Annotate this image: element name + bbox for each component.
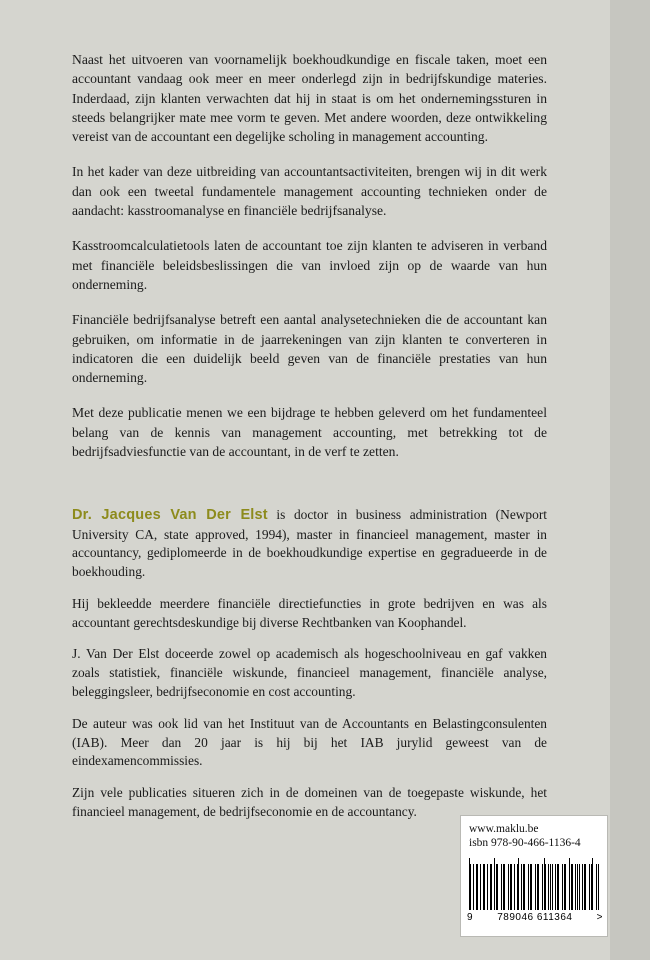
isbn-number: isbn 978-90-466-1136-4 bbox=[469, 837, 581, 850]
author-intro-text: is doctor in business administration (Newport University CA, state approved, 1994), master in financieel management, master in accountancy, gediplomeerde in de boekhoudkundige expertise en gegradueerde in de boekhouding. bbox=[72, 507, 548, 580]
author-paragraph: Hij bekleedde meerdere financiële directiefuncties in grote bedrijven en was als accountant gerechtsdeskundige bij diverse Rechtbanken van Koophandel. bbox=[72, 595, 547, 630]
publisher-website: www.maklu.be bbox=[469, 823, 539, 835]
author-paragraph: J. Van Der Elst doceerde zowel op academisch als hogeschoolniveau en gaf vakken zoals statistiek, financiële wiskunde, financieel management, financiële analyse, beleggingsleer, bedrijfseconomie en cost accounting. bbox=[72, 646, 547, 699]
barcode-icon bbox=[469, 858, 599, 910]
author-intro bbox=[72, 505, 547, 582]
blurb-paragraph: Kasstroomcalculatietools laten de accountant toe zijn klanten te adviseren in verband met financiële beleidsbeslissingen die van invloed zijn op de waarde van hun onderneming. bbox=[72, 238, 547, 292]
author-bio-block bbox=[72, 505, 547, 821]
barcode-digit-mid: 789046 611364 bbox=[497, 912, 573, 923]
author-name: Dr. Jacques Van Der Elst bbox=[72, 507, 268, 524]
cover-right-edge bbox=[610, 0, 650, 960]
barcode-digits bbox=[467, 912, 603, 923]
barcode-digit-left: 9 bbox=[467, 912, 474, 923]
author-paragraph: De auteur was ook lid van het Instituut van de Accountants en Belastingconsulenten (IAB). Meer dan 20 jaar is hij bij het IAB jurylid geweest van de eindexamencommissies. bbox=[72, 715, 547, 769]
blurb-paragraph: Met deze publicatie menen we een bijdrage te hebben geleverd om het fundamenteel belang van de kennis van management accounting, met betrekking tot de bedrijfsadviesfunctie van de accountant, in de verf te zetten. bbox=[72, 405, 547, 460]
blurb-paragraph: In het kader van deze uitbreiding van accountantsactiviteiten, brengen wij in dit werk dan ook een tweetal fundamentele management accounting technieken onder de aandacht: kasstroomanalyse en financiële bedrijfsanalyse. bbox=[72, 164, 547, 219]
barcode-digit-right: > bbox=[596, 912, 603, 923]
blurb-content bbox=[72, 50, 547, 835]
author-paragraph: Zijn vele publicaties situeren zich in de domeinen van de toegepaste wiskunde, het financieel management, de bedrijfseconomie en de accountancy. bbox=[72, 785, 547, 819]
isbn-barcode-box bbox=[460, 815, 608, 937]
blurb-paragraph: Financiële bedrijfsanalyse betreft een aantal analysetechnieken die de accountant kan gebruiken, om informatie in de jaarrekeningen van zijn klanten te converteren in indicatoren die een duidelijk beeld geven van de financiële prestaties van hun onderneming. bbox=[72, 312, 547, 386]
blurb-paragraph: Naast het uitvoeren van voornamelijk boekhoudkundige en fiscale taken, moet een accountant vandaag ook meer en meer onderlegd zijn in bedrijfskundige materies. Inderdaad, zijn klanten verwachten dat hij in staat is om het ondernemingssturen in steeds belangrijker mate mee vorm te geven. Met andere woorden, deze ontwikkeling vereist van de accountant een degelijke scholing in management accounting. bbox=[72, 52, 547, 145]
